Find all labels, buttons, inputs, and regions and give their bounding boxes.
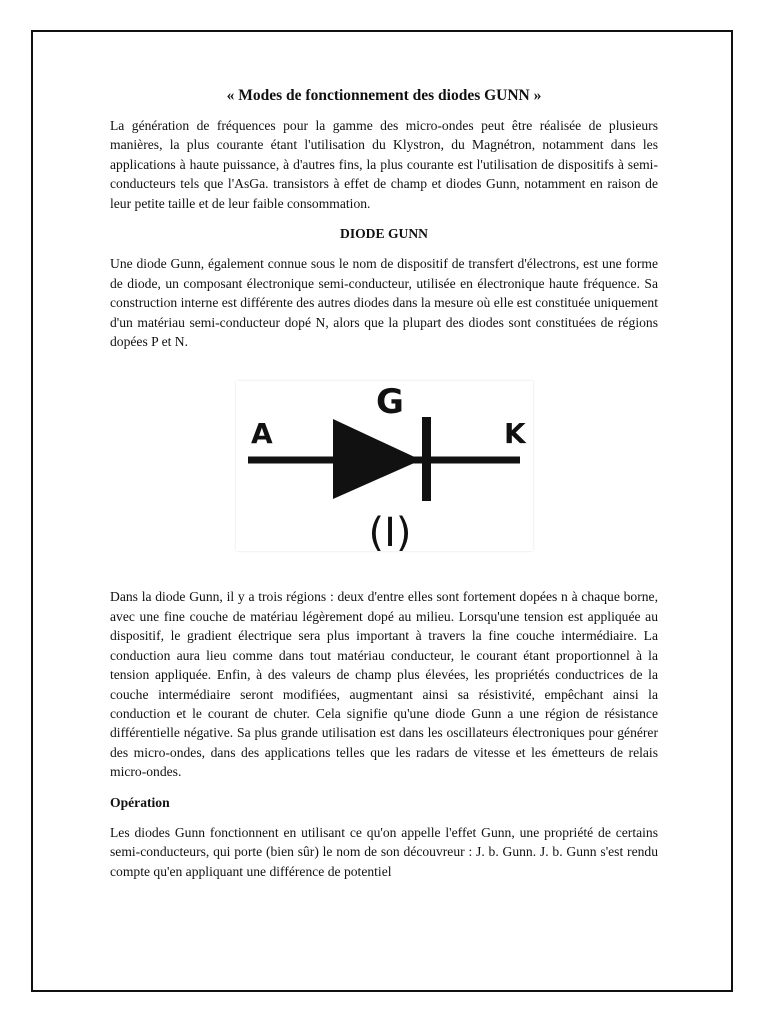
operation-paragraph: Les diodes Gunn fonctionnent en utilisant ce qu'on appelle l'effet Gunn, une propriété de certains semi-conducteurs, qui porte (bien sûr) le nom de son découvreur : J. b. Gunn. J. b. Gunn s'est rendu compte qu'en appliquant une différence de potentiel [110, 824, 658, 879]
gunn-diode-symbol-figure [236, 381, 533, 551]
gate-label: G [375, 382, 404, 423]
gunn-diode-symbol-icon [236, 381, 533, 551]
section-heading-diode-gunn: DIODE GUNN [340, 226, 428, 242]
document-title: « Modes de fonctionnement des diodes GUNN » [226, 87, 542, 104]
cathode-bar [422, 417, 431, 501]
diode-triangle [333, 419, 421, 499]
regions-paragraph: Dans la diode Gunn, il y a trois régions : deux d'entre elles sont fortement dopées n à chaque borne, avec une fine couche de matériau légèrement dopé au milieu. Lorsqu'une tension est appliquée au dispositif, le gradient électrique sera plus important à travers la fine couche intermédiaire. La conduction aura lieu comme dans tout matériau conducteur, le courant étant proportionnel à la tension appliquée. Enfin, à des valeurs de champ plus élevées, les propriétés conductrices de la couche intermédiaire seront modifiées, augmentant ainsi sa résistivité, empêchant ainsi la conduction et le courant de chuter. Cela signifie qu'une diode Gunn a une région de résistance différentielle négative. Sa plus grande utilisation est dans les oscillateurs électroniques pour générer des micro-ondes, dans des applications telles que les radars de vitesse et les émetteurs de relais micro-ondes. [110, 589, 658, 780]
anode-label: A [250, 417, 273, 451]
cathode-label: K [503, 417, 526, 451]
definition-paragraph: Une diode Gunn, également connue sous le nom de dispositif de transfert d'électrons, est une forme de diode, un composant électronique semi-conducteur, utilisée en électronique haute fréquence. Sa construction interne est différente des autres diodes dans la mesure où elle est constituée uniquement d'un matériau semi-conducteur dopé N, alors que la plupart des diodes sont constituées de régions dopées P et N. [110, 256, 658, 350]
intro-paragraph: La génération de fréquences pour la gamme des micro-ondes peut être réalisée de plusieurs manières, la plus courante étant l'utilisation du Klystron, du Magnétron, notamment dans les applications à haute puissance, à d'autres fins, la plus courante est l'utilisation de dispositifs à semi-conducteurs tels que l'AsGa. transistors à effet de champ et diodes Gunn, notamment en raison de leur petite taille et de leur faible consommation. [110, 118, 658, 211]
figure-caption: (I) [367, 510, 412, 552]
document-body [110, 86, 658, 892]
subheading-operation: Opération [110, 794, 170, 810]
